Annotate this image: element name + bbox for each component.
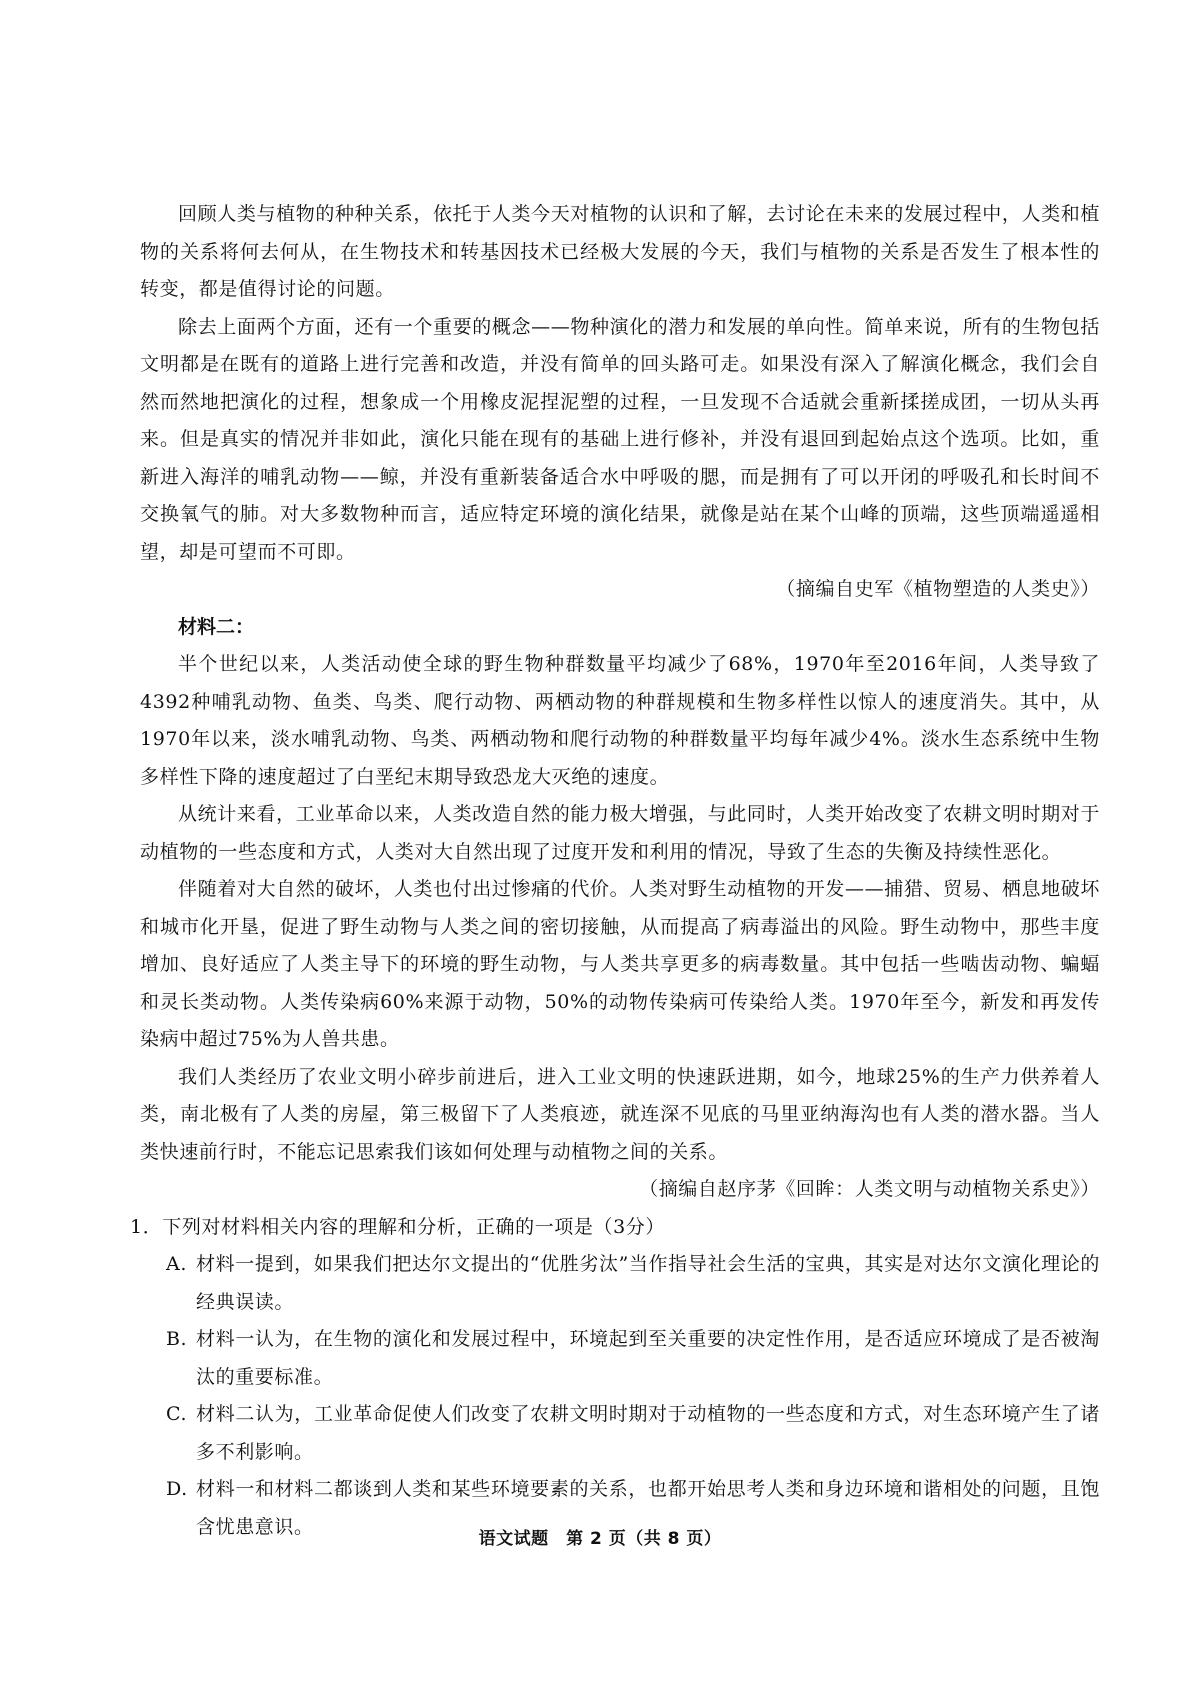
option-letter: B.	[166, 1328, 188, 1350]
material2-heading: 材料二：	[178, 615, 255, 638]
option-text: 材料二认为，工业革命促使人们改变了农耕文明时期对于动植物的一些态度和方式，对生态环境产生了诸多不利影响。	[196, 1403, 1100, 1463]
option-letter: A.	[166, 1253, 187, 1275]
question-1-option-c	[140, 1396, 1100, 1471]
material1-paragraph-1: 回顾人类与植物的种种关系，依托于人类今天对植物的认识和了解，去讨论在未来的发展过程中，人类和植物的关系将何去何从，在生物技术和转基因技术已经极大发展的今天，我们与植物的关系是否发生了根本性的转变，都是值得讨论的问题。	[140, 203, 1100, 300]
page-footer: 语文试题 第 2 页（共 8 页）	[478, 1529, 722, 1549]
question-1-stem: 1．下列对材料相关内容的理解和分析，正确的一项是（3分）	[130, 1215, 665, 1238]
material1-source: （摘编自史军《植物塑造的人类史》）	[776, 578, 1100, 600]
material2-paragraph-1: 半个世纪以来，人类活动使全球的野生物种群数量平均减少了68%，1970年至2016年间，人类导致了4392种哺乳动物、鱼类、鸟类、爬行动物、两栖动物的种群规模和生物多样性以惊人的速度消失。其中，从1970年以来，淡水哺乳动物、鸟类、两栖动物和爬行动物的种群数量平均每年减少4%。淡水生态系统中生物多样性下降的速度超过了白垩纪末期导致恐龙大灭绝的速度。	[140, 653, 1100, 788]
material2-paragraph-3: 伴随着对大自然的破坏，人类也付出过惨痛的代价。人类对野生动植物的开发——捕猎、贸易、栖息地破坏和城市化开垦，促进了野生动物与人类之间的密切接触，从而提高了病毒溢出的风险。野生动物中，那些丰度增加、良好适应了人类主导下的环境的野生动物，与人类共享更多的病毒数量。其中包括一些啮齿动物、蝙蝠和灵长类动物。人类传染病60%来源于动物，50%的动物传染病可传染给人类。1970年至今，新发和再发传染病中超过75%为人兽共患。	[140, 878, 1100, 1050]
exam-page	[130, 196, 1100, 1546]
option-text: 材料一提到，如果我们把达尔文提出的“优胜劣汰”当作指导社会生活的宝典，其实是对达尔文演化理论的经典误读。	[196, 1253, 1100, 1313]
question-1-option-a	[140, 1246, 1100, 1321]
material1-paragraph-2: 除去上面两个方面，还有一个重要的概念——物种演化的潜力和发展的单向性。简单来说，所有的生物包括文明都是在既有的道路上进行完善和改造，并没有简单的回头路可走。如果没有深入了解演化概念，我们会自然而然地把演化的过程，想象成一个用橡皮泥捏泥塑的过程，一旦发现不合适就会重新揉搓成团，一切从头再来。但是真实的情况并非如此，演化只能在现有的基础上进行修补，并没有退回到起始点这个选项。比如，重新进入海洋的哺乳动物——鲸，并没有重新装备适合水中呼吸的腮，而是拥有了可以开闭的呼吸孔和长时间不交换氧气的肺。对大多数物种而言，适应特定环境的演化结果，就像是站在某个山峰的顶端，这些顶端遥遥相望，却是可望而不可即。	[140, 315, 1100, 563]
option-letter: D.	[166, 1478, 188, 1500]
material2-paragraph-4: 我们人类经历了农业文明小碎步前进后，进入工业文明的快速跃进期，如今，地球25%的生产力供养着人类，南北极有了人类的房屋，第三极留下了人类痕迹，就连深不见底的马里亚纳海沟也有人类的潜水器。当人类快速前行时，不能忘记思索我们该如何处理与动植物之间的关系。	[140, 1065, 1100, 1163]
option-text: 材料一和材料二都谈到人类和某些环境要素的关系，也都开始思考人类和身边环境和谐相处的问题，且饱含忧患意识。	[196, 1478, 1100, 1538]
question-1-option-b	[140, 1321, 1100, 1396]
option-text: 材料一认为，在生物的演化和发展过程中，环境起到至关重要的决定性作用，是否适应环境成了是否被淘汰的重要标准。	[196, 1328, 1100, 1388]
material2-source: （摘编自赵序茅《回眸：人类文明与动植物关系史》）	[639, 1178, 1100, 1200]
material2-paragraph-2: 从统计来看，工业革命以来，人类改造自然的能力极大增强，与此同时，人类开始改变了农耕文明时期对于动植物的一些态度和方式，人类对大自然出现了过度开发和利用的情况，导致了生态的失衡及持续性恶化。	[140, 803, 1100, 863]
option-letter: C.	[166, 1403, 188, 1425]
